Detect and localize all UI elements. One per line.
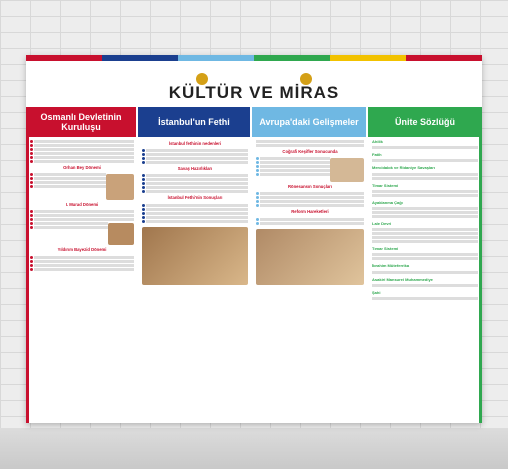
glossary-item: Mercidabık ve Ridaniye Savaşları <box>372 165 478 179</box>
right-accent-bar <box>479 107 482 423</box>
subheading: İstanbul fethinin nedenleri <box>168 141 222 146</box>
subheading: Savaş Hazırlıkları <box>177 166 213 172</box>
left-accent-bar <box>26 107 29 423</box>
column-header-kurulus: Osmanlı Devletinin Kuruluşu <box>26 107 136 137</box>
poster-header <box>26 61 482 105</box>
subheading: İstanbul Fethi'nin Sonuçları <box>167 195 223 201</box>
painting-image <box>256 229 364 285</box>
subheading: Rönesansın Sonuçları <box>288 184 332 190</box>
column-body-avrupa <box>256 139 364 419</box>
portrait-image <box>106 174 134 200</box>
fatih-portrait-image <box>142 227 248 285</box>
column-body-istanbul <box>142 139 248 419</box>
subheading: Yıldırım Bayezid Dönemi <box>57 247 107 253</box>
column-header-istanbul: İstanbul'un Fethi <box>138 107 250 137</box>
glossary-item: Ayaklanma Çağı <box>372 200 478 218</box>
subheading: Orhan Bey Dönemi <box>63 165 101 170</box>
subheading: Reform Hareketleri <box>291 209 329 215</box>
glossary-item: Fatih <box>372 152 478 162</box>
glossary-item: Lale Devri <box>372 221 478 243</box>
poster <box>26 55 482 423</box>
column-header-avrupa: Avrupa'daki Gelişmeler <box>252 107 366 137</box>
glossary-item: Asakiri Mansurei Muhammediye <box>372 277 478 287</box>
glossary-item: İbrahim Müteferrika <box>372 263 478 273</box>
column-header-sozluk: Ünite Sözlüğü <box>368 107 482 137</box>
glossary-item: Tımar Sistemi <box>372 246 478 260</box>
column-body-sozluk <box>372 139 478 419</box>
ship-image <box>330 158 364 182</box>
poster-title: KÜLTÜR VE MİRAS <box>168 83 340 102</box>
glossary-item: Timar Sistemi <box>372 183 478 197</box>
portrait-image <box>108 223 134 245</box>
column-body-kurulus <box>30 139 134 419</box>
glossary-item: Ahilik <box>372 139 478 149</box>
subheading: I. Murad Dönemi <box>65 202 99 208</box>
subheading: Coğrafi Keşifler Sonucunda <box>282 149 338 154</box>
floor <box>0 428 508 469</box>
glossary-item: Şahi <box>372 290 478 300</box>
